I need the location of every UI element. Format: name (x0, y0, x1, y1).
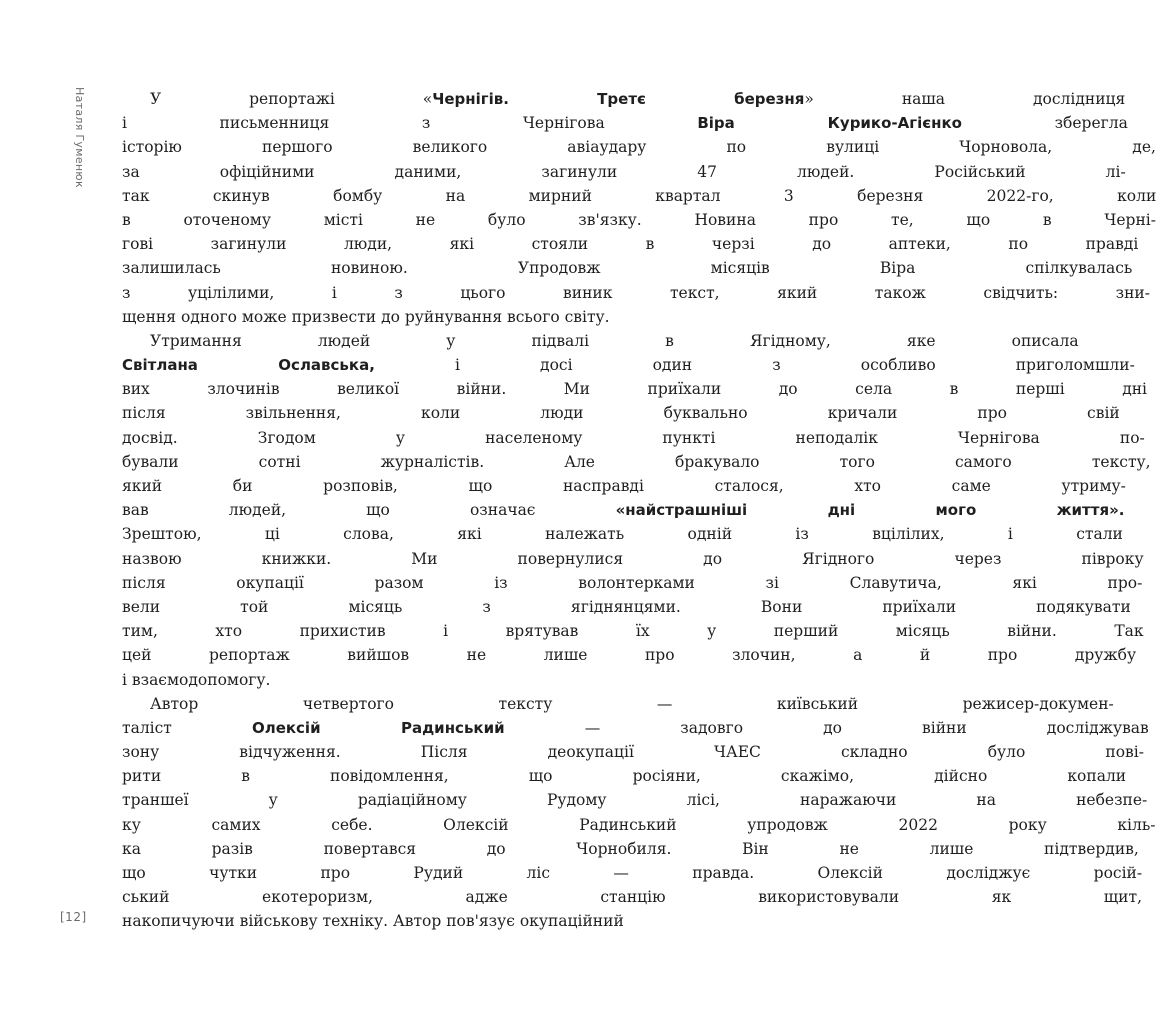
text-run: досвід. Згодом у населеному пункті неподалік Чернігова по- (122, 428, 1145, 447)
running-header-author: Наталя Гуменюк (73, 87, 86, 188)
text-line (122, 837, 1139, 861)
text-line (122, 813, 1156, 837)
text-line (122, 135, 1156, 159)
text-line (122, 643, 1137, 667)
text-run: ка разів повертався до Чорнобиля. Він не лише підтвердив, (122, 839, 1139, 858)
text-line (122, 160, 1126, 184)
text-run: гові загинули люди, які стояли в черзі до аптеки, по правді (122, 235, 1139, 254)
text-line (122, 401, 1120, 425)
text-run: » наша дослідниця (804, 90, 1126, 108)
text-run: ський екотероризм, адже станцію використовували як щит, (122, 888, 1142, 907)
text-run: після звільнення, коли люди буквально кричали про свій (122, 404, 1120, 423)
bold-text: Світлана Ославська, (122, 356, 375, 375)
text-line (122, 474, 1126, 498)
text-line (122, 329, 1079, 353)
text-line (122, 619, 1144, 643)
text-run: У репортажі « (150, 90, 433, 108)
text-run: і письменниця з Чернігова (122, 114, 698, 133)
paragraph (122, 87, 1156, 329)
text-line (122, 668, 648, 692)
text-run: траншеї у радіаційному Рудому лісі, наражаючи на небезпе- (122, 791, 1148, 810)
text-line (122, 87, 1126, 111)
text-run: з уцілілими, і з цього виник текст, який також свідчить: зни- (122, 283, 1150, 302)
text-line (122, 256, 1133, 280)
text-run: Автор четвертого тексту — київський режисер-докумен- (150, 694, 1114, 713)
text-line (122, 377, 1148, 401)
page-number: [12] (60, 910, 87, 924)
text-run: вих злочинів великої війни. Ми приїхали до села в перші дні (122, 380, 1148, 399)
text-run: Зрештою, ці слова, які належать одній із вцілілих, і стали (122, 525, 1123, 544)
text-line (122, 692, 1114, 716)
text-run: в оточеному місті не було зв'язку. Новина про те, що в Черні- (122, 210, 1156, 229)
text-line (122, 547, 1144, 571)
text-line (122, 885, 1142, 909)
text-line (122, 740, 1144, 764)
text-line (122, 281, 1150, 305)
text-line (122, 353, 1135, 377)
paragraph (122, 329, 1151, 692)
text-line (122, 764, 1127, 788)
text-run: що чутки про Рудий ліс — правда. Олексій досліджує росій- (122, 864, 1143, 882)
text-run: вели той місяць з ягіднянцями. Вони приїхали подякувати (122, 597, 1131, 616)
text-line (122, 595, 1131, 619)
text-line (122, 426, 1145, 450)
text-run: тим, хто прихистив і врятував їх у перший місяць війни. Так (122, 622, 1144, 641)
text-line (122, 716, 1149, 740)
text-run: Утримання людей у підвалі в Ягідному, яке описала (150, 331, 1079, 350)
text-line (122, 498, 1125, 522)
text-line (122, 232, 1139, 256)
text-line (122, 571, 1143, 595)
text-run: ку самих себе. Олексій Радинський упродовж 2022 року кіль- (122, 815, 1156, 834)
text-line (122, 208, 1156, 232)
text-run: і взаємодопомогу. (122, 670, 271, 689)
text-run: щення одного може призвести до руйнування всього світу. (122, 307, 610, 326)
text-line (122, 450, 1151, 474)
text-line (122, 909, 648, 933)
text-run: накопичуючи військову техніку. Автор пов'язує окупаційний (122, 912, 624, 931)
paragraph (122, 692, 1156, 934)
bold-text: «найстрашніші дні мого життя». (615, 501, 1125, 520)
bold-text: Чернігів. Третє березня (432, 90, 805, 108)
text-run: зону відчуження. Після деокупації ЧАЕС складно було пові- (122, 743, 1144, 762)
text-line (122, 111, 1128, 135)
text-line (122, 788, 1148, 812)
text-run: назвою книжки. Ми повернулися до Ягідного через півроку (122, 549, 1144, 568)
text-line (122, 184, 1156, 208)
text-line (122, 861, 1143, 885)
text-run: цей репортаж вийшов не лише про злочин, а й про дружбу (122, 646, 1137, 665)
text-line (122, 305, 648, 329)
text-run: який би розповів, що насправді сталося, хто саме утриму- (122, 477, 1126, 495)
text-run: і досі один з особливо приголомшли- (374, 356, 1135, 375)
text-run: за офіційними даними, загинули 47 людей. Російський лі- (122, 162, 1126, 181)
bold-text: Олексій Радинський (251, 718, 505, 737)
text-run: зберегла (961, 114, 1128, 133)
text-line (122, 522, 1123, 546)
body-text (122, 87, 1156, 934)
bold-text: Віра Курико-Агієнко (697, 114, 962, 133)
text-run: після окупації разом із волонтерками зі Славутича, які про- (122, 573, 1143, 592)
text-run: вав людей, що означає (122, 501, 616, 520)
text-run: історію першого великого авіаудару по вулиці Чорновола, де, (122, 138, 1156, 157)
text-run: бували сотні журналістів. Але бракувало того самого тексту, (122, 452, 1151, 471)
text-run: рити в повідомлення, що росіяни, скажімо, дійсно копали (122, 767, 1127, 786)
text-run: таліст (122, 718, 252, 737)
text-run: — задовго до війни досліджував (504, 718, 1149, 737)
text-run: залишилась новиною. Упродовж місяців Віра спілкувалась (122, 259, 1133, 278)
text-run: так скинув бомбу на мирний квартал 3 березня 2022-го, коли (122, 186, 1156, 205)
